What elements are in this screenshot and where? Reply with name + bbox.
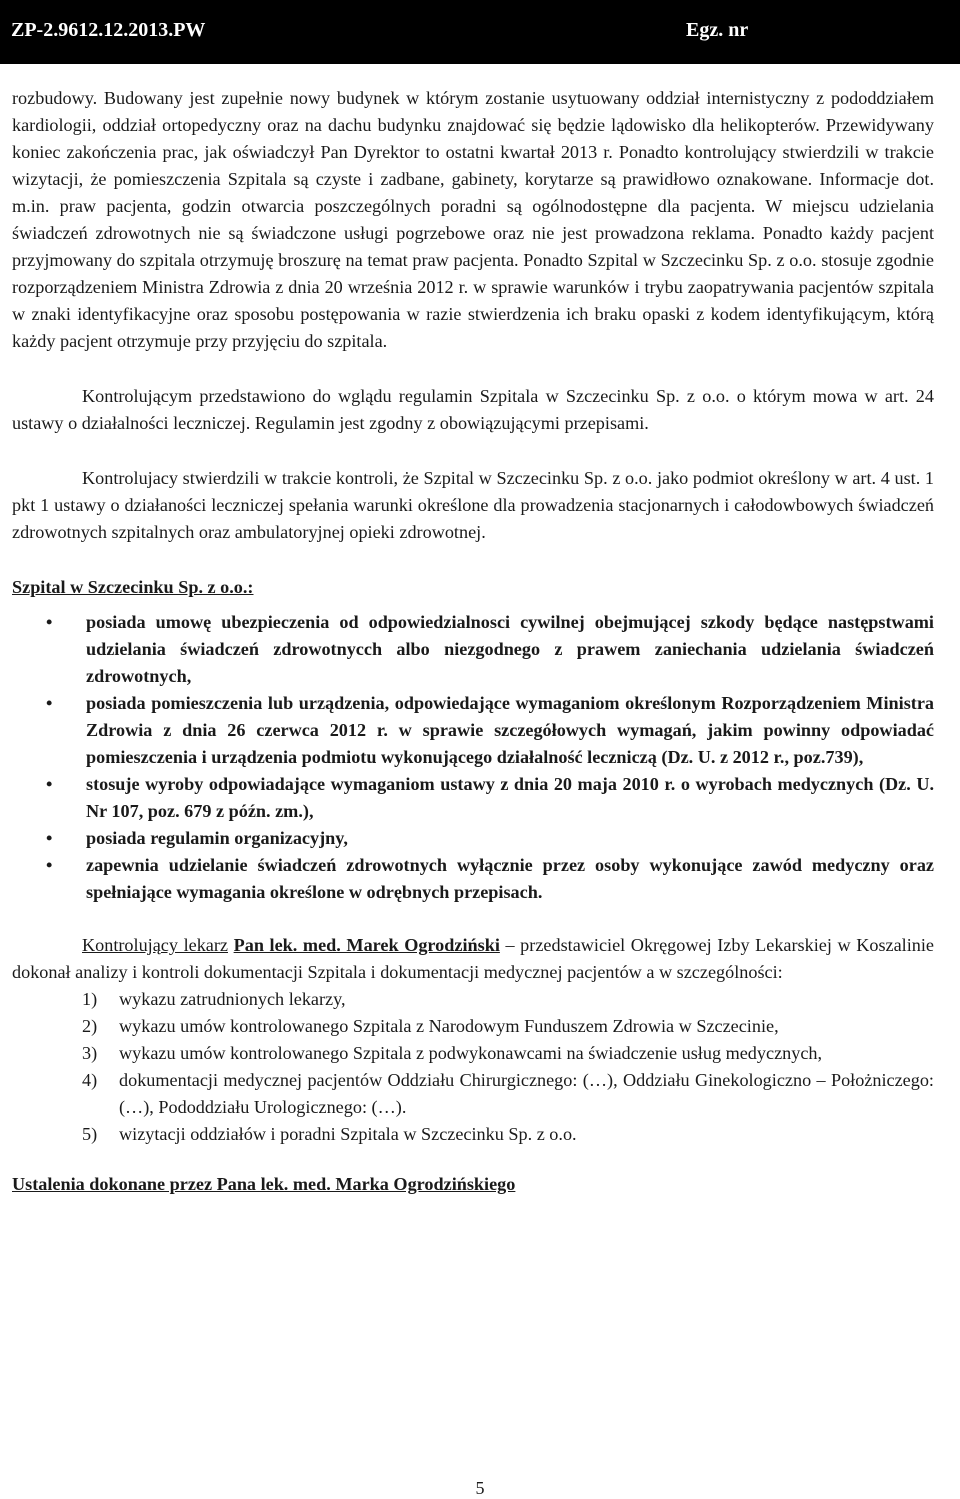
paragraph-regulations: Kontrolującym przedstawiono do wglądu regulamin Szpitala w Szczecinku Sp. z o.o. o którym mowa w art. 24 ustawy o działalności leczniczej. Regulamin jest zgodny z obowiązującymi przepisami. [12,386,934,433]
list-item-text: zapewnia udzielanie świadczeń zdrowotnych wyłącznie przez osoby wykonujące zawód medyczny oraz spełniające wymagania określone w odrębnych przepisach. [86,855,934,902]
list-item-text: wykazu umów kontrolowanego Szpitala z podwykonawcami na świadczenie usług medycznych, [119,1043,823,1063]
list-item-text: posiada pomieszczenia lub urządzenia, odpowiedające wymaganiom określonym Rozporządzeniem Ministra Zdrowia z dnia 26 czerwca 2012 r. w sprawie szczegółowych wymagań, jakim powinny odpowiadać pomieszczenia i urządzenia podmiotu wykonującego działalność leczniczą (Dz. U. z 2012 r., poz.739), [86,693,934,767]
hospital-heading: Szpital w Szczecinku Sp. z o.o.: [12,577,254,597]
hospital-compliance-list [12,609,934,906]
list-number: 4) [82,1070,98,1090]
list-item [12,1013,934,1040]
doctor-description: – przedstawiciel Okręgowej Izby Lekarskiej w Koszalinie dokonał analizy i kontroli dokumentacji Szpitala i dokumentacji medycznej pacjentów a w szczególności: [12,935,935,982]
list-item-text: stosuje wyroby odpowiadające wymaganiom ustawy z dnia 20 maja 2010 r. o wyrobach medycznych (Dz. U. Nr 107, poz. 679 z późn. zm.), [86,774,934,821]
findings-heading: Ustalenia dokonane przez Pana lek. med. Marka Ogrodzińskiego [12,1174,516,1194]
bullet-icon: • [46,693,53,713]
bullet-icon: • [46,774,53,794]
bullet-icon: • [46,612,53,632]
list-item [12,609,934,690]
doctor-name: Pan lek. med. Marek Ogrodziński [233,935,500,955]
list-number: 5) [82,1124,98,1144]
doctor-label: Kontrolujący lekarz [82,935,228,955]
list-item [12,986,934,1013]
list-item [12,690,934,771]
list-number: 1) [82,989,98,1009]
list-item-text: posiada umowę ubezpieczenia od odpowiedzialnosci cywilnej obejmującej szkody będące następstwami udzielania świadczeń zdrowotnycch albo niezgodnego z prawem zaniechania udzielania świadczeń zdrowotnych, [86,612,934,686]
inspection-scope-list [12,986,934,1148]
case-number: ZP-2.9612.12.2013.PW [11,19,206,41]
copy-number-label: Egz. nr [686,19,749,41]
list-item [12,1040,934,1067]
list-item-text: dokumentacji medycznej pacjentów Oddziału Chirurgicznego: (…), Oddziału Ginekologiczno – Położniczego: (…), Pododdziału Urologicznego: (…). [119,1070,934,1117]
document-header [0,0,960,64]
list-item-text: wykazu zatrudnionych lekarzy, [119,989,346,1009]
list-item [12,1121,934,1148]
paragraph-conditions: Kontrolujacy stwierdzili w trakcie kontroli, że Szpital w Szczecinku Sp. z o.o. jako podmiot określony w art. 4 ust. 1 pkt 1 ustawy o działaności leczniczej spełania warunki określone dla prowadzenia stacjonarnych i całodowbowych świadczeń zdrowotnych szpitalnych oraz ambulatoryjnej opieki zdrowotnej. [12,468,934,542]
list-item [12,825,934,852]
bullet-icon: • [46,828,53,848]
bullet-icon: • [46,855,53,875]
list-item-text: wykazu umów kontrolowanego Szpitala z Narodowym Funduszem Zdrowia w Szczecinie, [119,1016,779,1036]
list-item-text: posiada regulamin organizacyjny, [86,828,348,848]
document-body [12,85,934,1198]
list-item [12,852,934,906]
list-item [12,1067,934,1121]
paragraph-inspecting-doctor [12,932,934,986]
list-number: 2) [82,1016,98,1036]
list-number: 3) [82,1043,98,1063]
list-item [12,771,934,825]
page-number: 5 [475,1478,485,1498]
paragraph-expansion-and-inspection: rozbudowy. Budowany jest zupełnie nowy budynek w którym zostanie usytuowany oddział internistyczny z pododdziałem kardiologii, oddział ortopedyczny oraz na dachu budynku znajdować się będzie lądowisko dla helikopterów. Przewidywany koniec zakończenia prac, jak oświadczył Pan Dyrektor to ostatni kwartał 2013 r. Ponadto kontrolujący stwierdzili w trakcie wizytacji, że pomieszczenia Szpitala są czyste i zadbane, gabinety, korytarze są prawidłowo oznakowane. Informacje dot. m.in. praw pacjenta, godzin otwarcia poszczególnych poradni są ogólnodostępne dla pacjenta. W miejscu udzielania świadczeń zdrowotnych nie są świadczone usługi pogrzebowe oraz nie jest prowadzona reklama. Ponadto każdy pacjent przyjmowany do szpitala otrzymuję broszurę na temat praw pacjenta. Ponadto Szpital w Szczecinku Sp. z o.o. stosuje zgodnie rozporządzeniem Ministra Zdrowia z dnia 20 września 2012 r. w sprawie warunków i trybu zaopatrywania pacjentów szpitala w znaki identyfikacyjne oraz sposobu postępowania w razie stwierdzenia ich braku opaski z kodem identyfikującym, którą każdy pacjent otrzymuje przy przyjęciu do szpitala. [12,88,934,351]
list-item-text: wizytacji oddziałów i poradni Szpitala w Szczecinku Sp. z o.o. [119,1124,577,1144]
